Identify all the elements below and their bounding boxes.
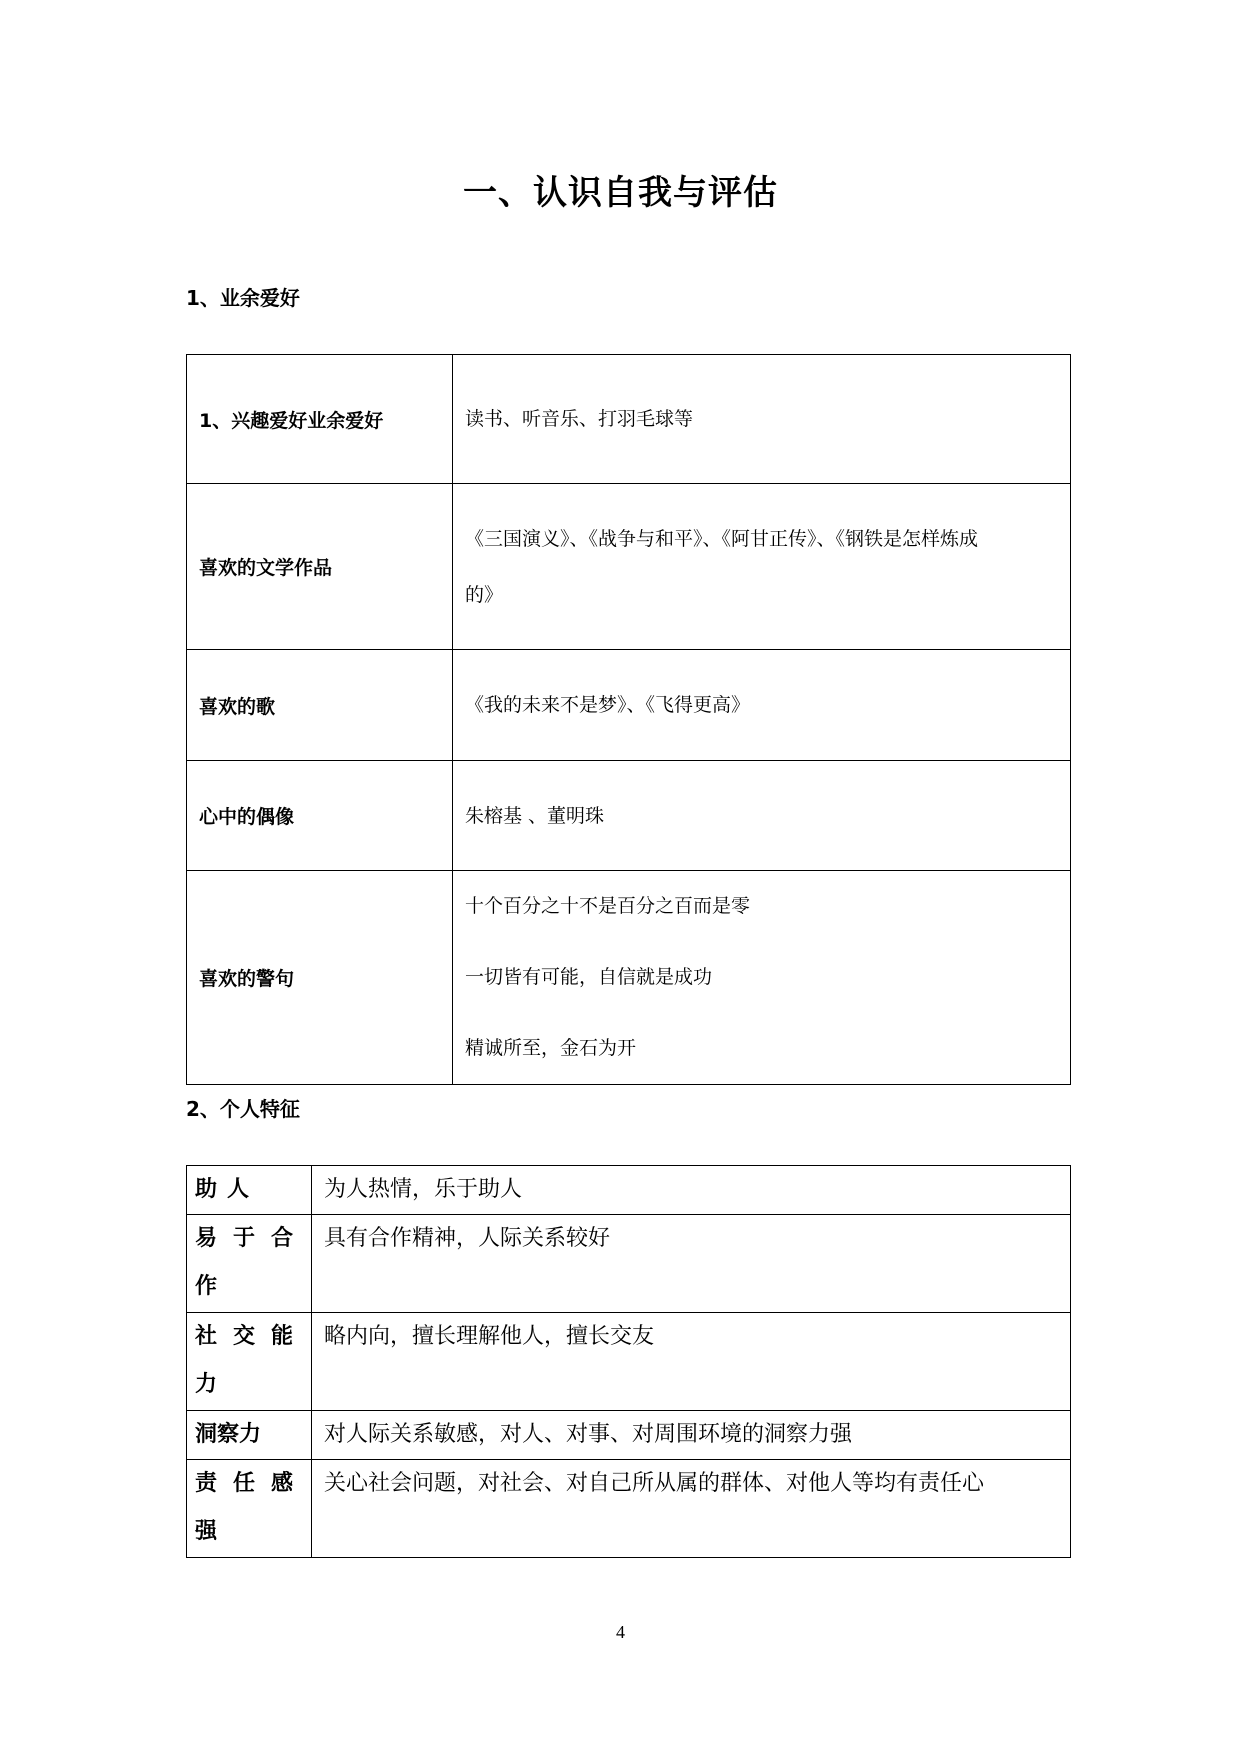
row-value [453,355,1071,484]
hobbies-table [186,354,1071,1085]
row-label: 喜欢的文学作品 [187,484,453,650]
row-value [453,484,1071,650]
table-row [187,1313,1071,1411]
row-label: 易于合作 [187,1215,312,1313]
table-row [187,761,1071,871]
table-row [187,1460,1071,1558]
value-line: 《三国演义》、《战争与和平》、《阿甘正传》、《钢铁是怎样炼成 [465,527,979,550]
row-value: 关心社会问题，对社会、对自己所从属的群体、对他人等均有责任心 [312,1460,1071,1558]
value-line: 精诚所至，金石为开 [465,1037,637,1059]
section-heading-hobbies: 1、业余爱好 [186,286,300,310]
value-line: 一切皆有可能，自信就是成功 [465,966,713,988]
traits-table [186,1165,1071,1558]
table-row [187,484,1071,650]
row-label: 喜欢的警句 [187,871,453,1085]
table-row [187,355,1071,484]
value-line: 朱榕基 、董明珠 [465,804,605,827]
row-label: 责任感强 [187,1460,312,1558]
row-label: 1、兴趣爱好业余爱好 [187,355,453,484]
row-value: 对人际关系敏感，对人、对事、对周围环境的洞察力强 [312,1411,1071,1460]
table-row [187,1411,1071,1460]
table-row [187,1215,1071,1313]
value-line: 《我的未来不是梦》、《飞得更高》 [465,694,751,716]
row-label: 社交能力 [187,1313,312,1411]
section-heading-traits: 2、个人特征 [186,1097,300,1121]
value-line: 十个百分之十不是百分之百而是零 [465,895,751,917]
page-number: 4 [616,1622,625,1642]
row-label: 喜欢的歌 [187,650,453,761]
row-label: 助人 [187,1166,312,1215]
row-label: 洞察力 [187,1411,312,1460]
row-value: 为人热情，乐于助人 [312,1166,1071,1215]
row-value [453,761,1071,871]
table-row [187,650,1071,761]
row-value [453,650,1071,761]
table-row [187,871,1071,1085]
row-value [453,871,1071,1085]
table-row [187,1166,1071,1215]
value-line: 读书、听音乐、打羽毛球等 [465,408,694,430]
value-line: 的》 [465,583,504,606]
row-value: 略内向，擅长理解他人，擅长交友 [312,1313,1071,1411]
row-value: 具有合作精神，人际关系较好 [312,1215,1071,1313]
row-label: 心中的偶像 [187,761,453,871]
page-title: 一、认识自我与评估 [463,173,778,213]
